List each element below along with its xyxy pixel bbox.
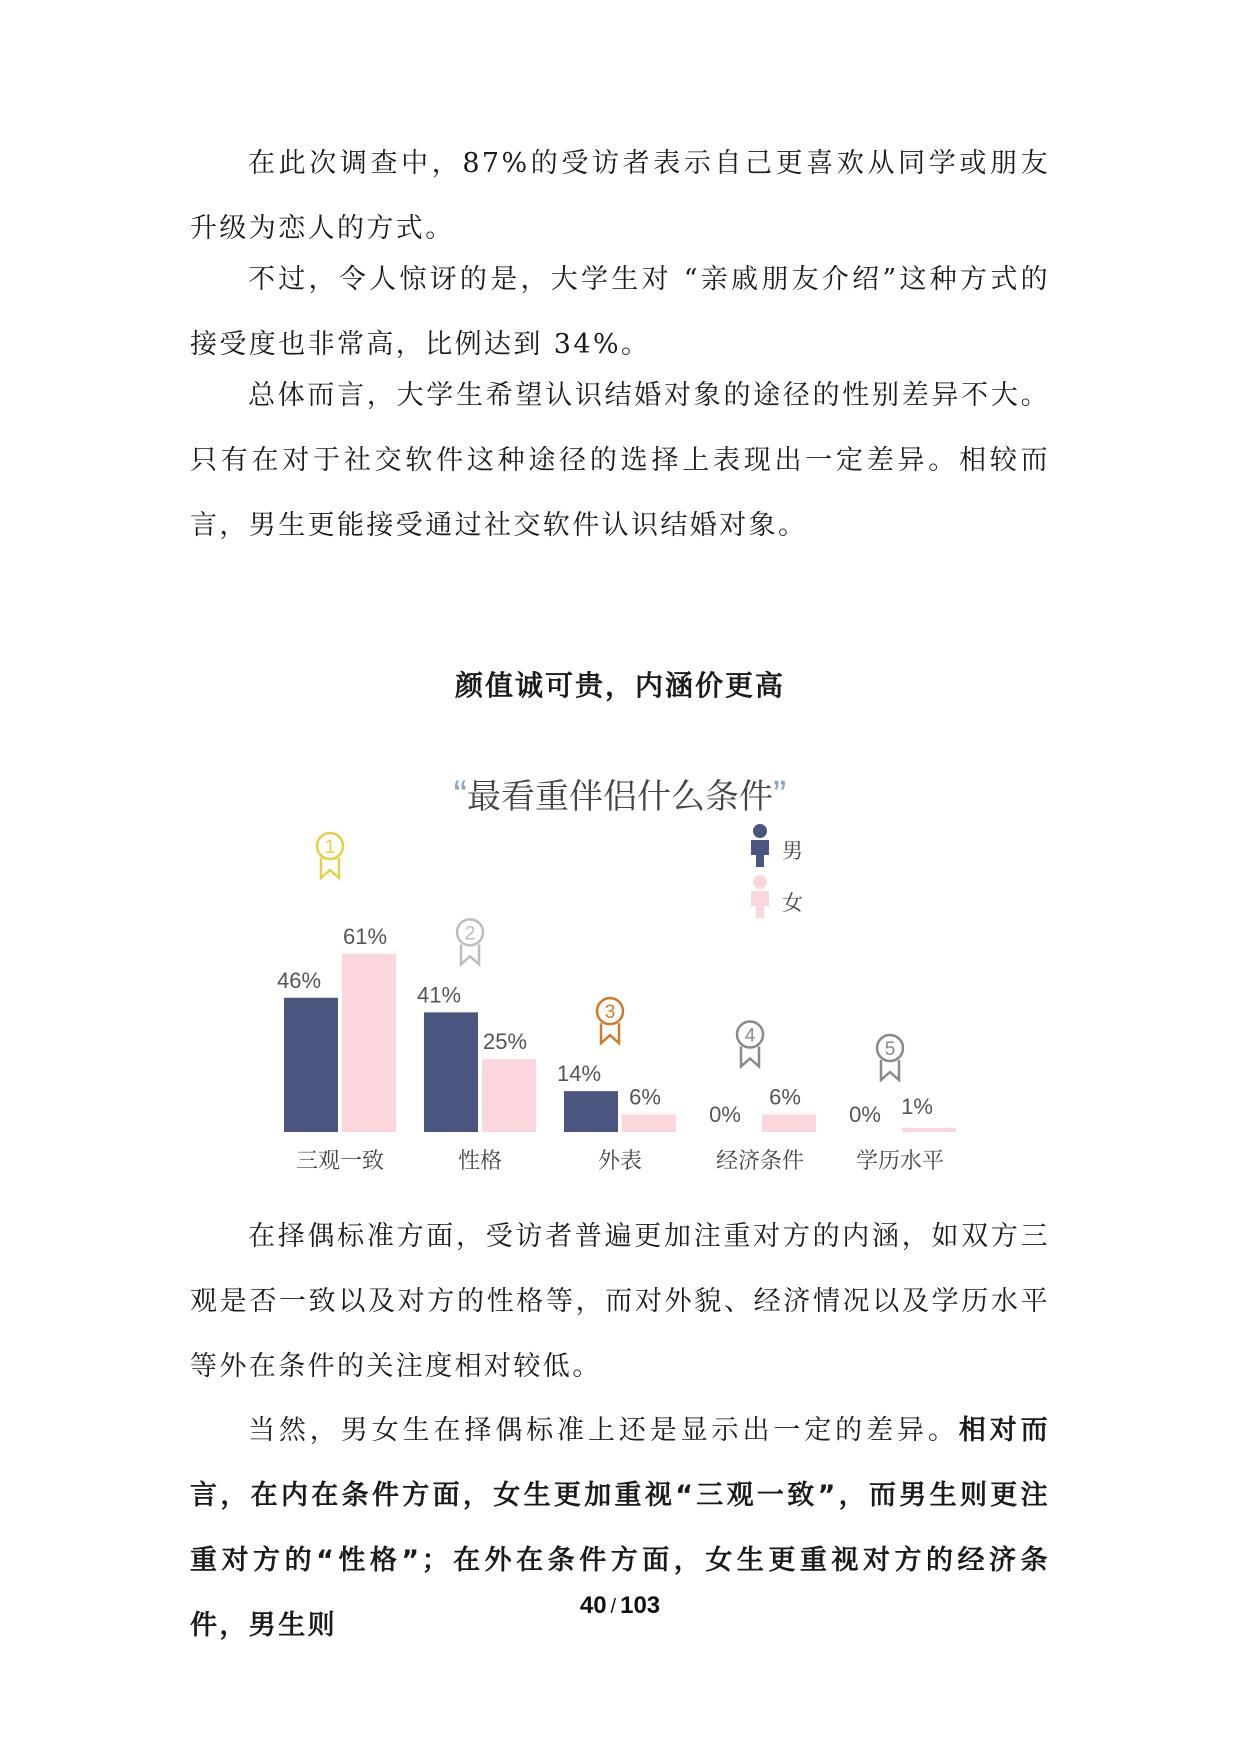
badge-number: 1 (324, 837, 336, 858)
bar-female (902, 1128, 956, 1132)
label-female: 6% (769, 1084, 801, 1110)
category-label: 学历水平 (855, 1148, 945, 1173)
bar-male (564, 1091, 618, 1132)
paragraph-differences-bold: 相对而言，在内在条件方面，女生更加重视“三观一致”，而男生则更注重对方的“性格”；在外在条件方面，女生更重视对方的经济条件，男生则 (190, 1415, 1051, 1641)
page-total: 103 (620, 1592, 661, 1619)
legend-male-icon-body (751, 840, 769, 867)
bar-female (342, 954, 396, 1132)
paragraph-relatives: 不过，令人惊讶的是，大学生对 “亲戚朋友介绍”这种方式的接受度也非常高，比例达到 34%。 (190, 264, 1050, 360)
legend-male-icon-head (753, 824, 767, 838)
label-female: 6% (629, 1084, 661, 1110)
chart-title (454, 773, 787, 817)
chart-title-open-quote: “ (453, 773, 467, 817)
legend-male-label: 男 (782, 840, 803, 863)
label-female: 25% (482, 1029, 528, 1055)
label-male: 41% (416, 982, 462, 1008)
page-number (0, 1592, 1240, 1620)
badge-ribbon (741, 1046, 759, 1066)
chart-title-close-quote: ” (773, 773, 787, 817)
bar-male (424, 1012, 478, 1132)
bar-female (762, 1114, 816, 1132)
paragraph-criteria: 在择偶标准方面，受访者普遍更加注重对方的内涵，如双方三观是否一致以及对方的性格等，而对外貌、经济情况以及学历水平等外在条件的关注度相对较低。 (190, 1221, 1050, 1382)
legend-female-icon-head (753, 875, 767, 889)
label-female: 1% (901, 1094, 933, 1119)
page-current: 40 (579, 1592, 607, 1619)
badge-number: 2 (464, 923, 476, 945)
label-male: 46% (276, 967, 322, 993)
label-male: 0% (849, 1102, 881, 1127)
label-male: 0% (709, 1102, 741, 1127)
badge-ribbon (461, 944, 479, 964)
chart-container (250, 760, 990, 1180)
bar-female (482, 1059, 536, 1132)
paragraph-gender-difference: 总体而言，大学生希望认识结婚对象的途径的性别差异不大。只有在对于社交软件这种途径的选择上表现出一定差异。相较而言，男生更能接受通过社交软件认识结婚对象。 (190, 380, 1050, 541)
section-title: 颜值诚可贵，内涵价更高 (454, 669, 785, 702)
badge-number: 4 (744, 1025, 756, 1047)
bar-female (622, 1114, 676, 1132)
label-female: 61% (342, 924, 388, 949)
paragraph-intro: 在此次调查中，87%的受访者表示自己更喜欢从同学或朋友升级为恋人的方式。 (190, 148, 1050, 244)
page-separator: / (610, 1596, 617, 1618)
badge-number: 3 (604, 1002, 616, 1024)
category-label: 外表 (597, 1148, 643, 1173)
legend-female-icon-body (751, 891, 769, 918)
label-male: 14% (556, 1061, 602, 1087)
bar-chart (250, 760, 990, 1180)
badge-ribbon (881, 1060, 899, 1080)
bar-male (284, 998, 338, 1132)
badge-ribbon (601, 1023, 619, 1043)
category-label: 性格 (457, 1148, 503, 1173)
paragraph-differences-normal: 当然，男女生在择偶标准上还是显示出一定的差异。 (248, 1415, 959, 1446)
legend-female-label: 女 (782, 892, 803, 915)
chart-title-text: 最看重伴侣什么条件 (467, 778, 773, 816)
category-label: 三观一致 (295, 1148, 385, 1173)
badge-number: 5 (884, 1039, 896, 1060)
category-label: 经济条件 (715, 1148, 805, 1173)
badge-ribbon (321, 858, 339, 878)
